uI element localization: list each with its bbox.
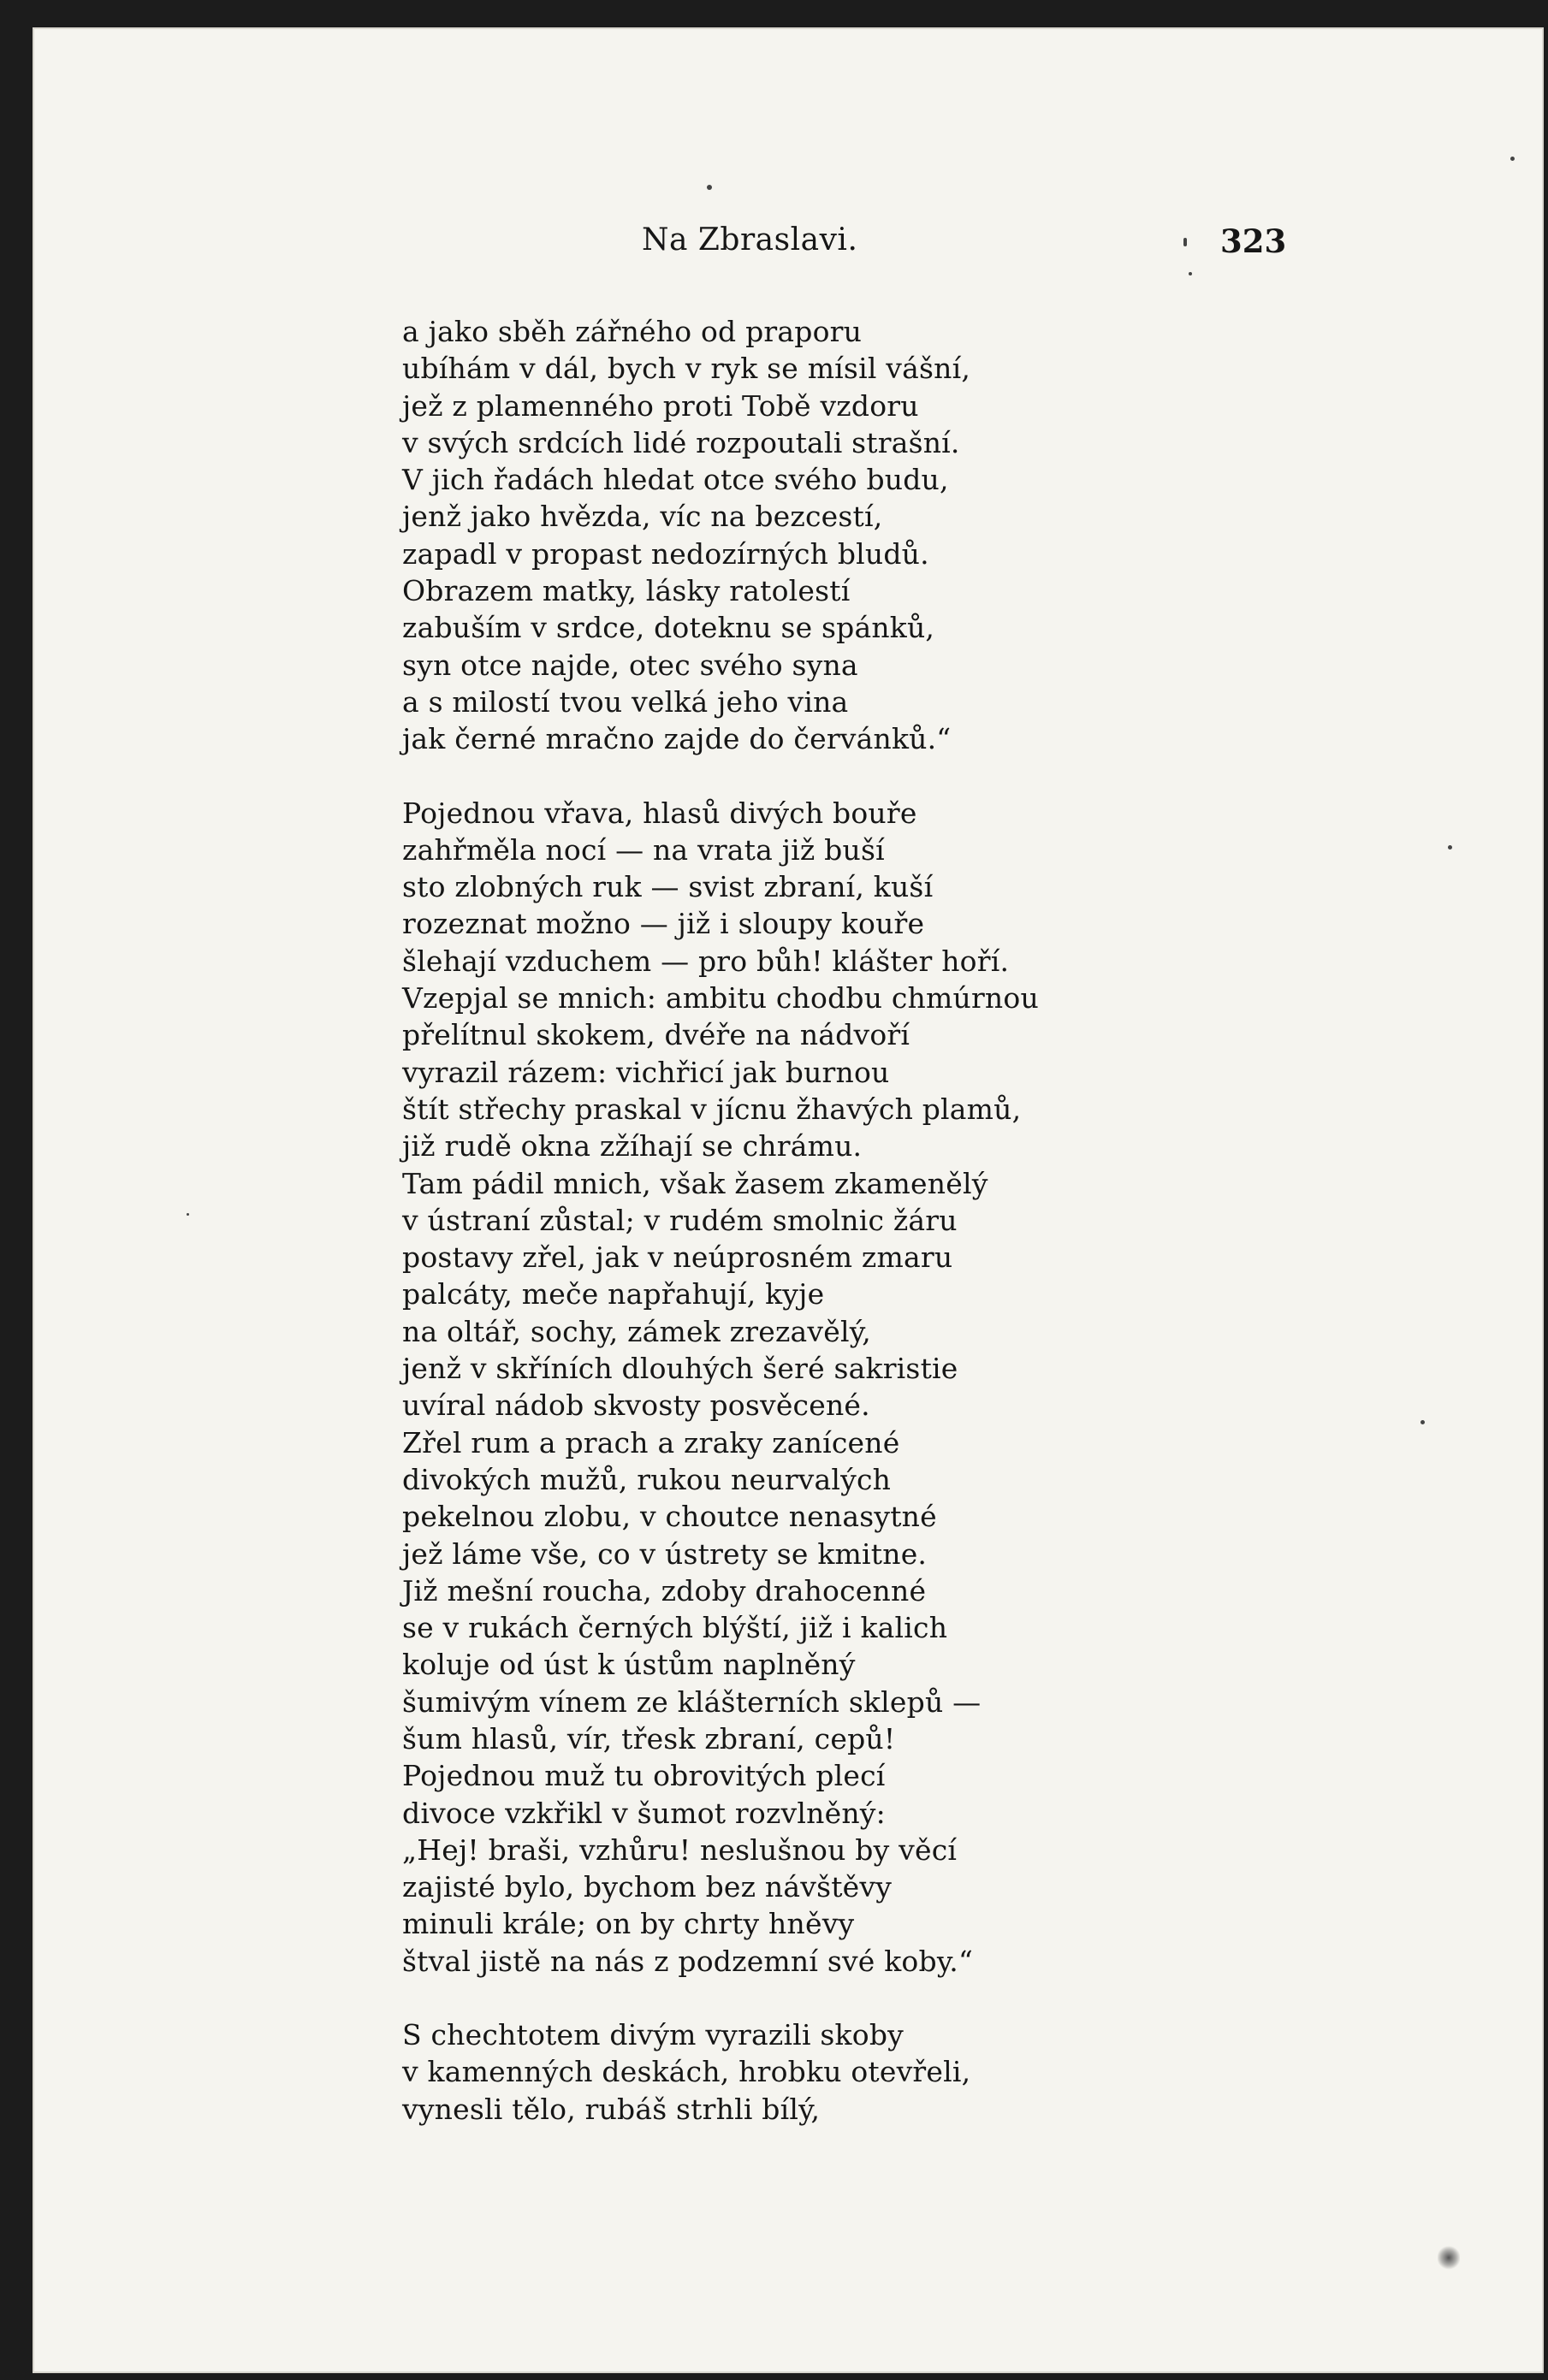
speck (1448, 845, 1452, 850)
stanza (402, 313, 1301, 758)
verse-line: zabuším v srdce, doteknu se spánků, (402, 611, 935, 645)
verse-line: uvíral nádob skvosty posvěcené. (402, 1388, 870, 1423)
verse-line: zajisté bylo, bychom bez návštěvy (402, 1870, 893, 1904)
page-number: 323 (1220, 222, 1287, 260)
verse-line: jak černé mračno zajde do červánků.“ (402, 722, 952, 756)
verse-line: divokých mužů, rukou neurvalých (402, 1462, 892, 1496)
verse-line: se v rukách černých blýští, již i kalich (402, 1611, 948, 1645)
stanza (402, 2016, 1301, 2128)
verse-line: šumivým vínem ze klášterních sklepů — (402, 1684, 982, 1719)
book-page (33, 27, 1544, 2373)
verse-line: jenž v skříních dlouhých šeré sakristie (402, 1352, 958, 1386)
verse-line: koluje od úst k ústům naplněný (402, 1648, 856, 1682)
verse-line: Obrazem matky, lásky ratolestí (402, 574, 851, 608)
poem-text (402, 313, 1301, 2164)
verse-line: a s milostí tvou velká jeho vina (402, 684, 849, 719)
verse-line: již rudě okna zžíhají se chrámu. (402, 1129, 863, 1163)
speck (707, 185, 712, 190)
verse-line: zapadl v propast nedozírných bludů. (402, 536, 929, 571)
verse-line: vyrazil rázem: vichřicí jak burnou (402, 1055, 890, 1089)
verse-line: Již mešní roucha, zdoby drahocenné (402, 1573, 927, 1607)
verse-line: v kamenných deskách, hrobku otevřeli, (402, 2055, 971, 2089)
verse-line: ubíhám v dál, bych v ryk se mísil vášní, (402, 352, 971, 386)
verse-line: rozeznat možno — již i sloupy kouře (402, 907, 925, 941)
verse-line: „Hej! braši, vzhůru! neslušnou by věcí (402, 1832, 958, 1867)
verse-line: jež láme vše, co v ústrety se kmitne. (402, 1536, 928, 1571)
verse-line: postavy zřel, jak v neúprosném zmaru (402, 1240, 953, 1275)
verse-line: štval jistě na nás z podzemní své koby.“ (402, 1944, 974, 1978)
speck (1510, 157, 1515, 161)
verse-line: V jich řadách hledat otce svého budu, (402, 463, 949, 497)
ink-smudge (1438, 2245, 1460, 2270)
verse-line: Vzepjal se mnich: ambitu chodbu chmúrnou (402, 981, 1039, 1015)
verse-line: Pojednou vřava, hlasů divých bouře (402, 796, 917, 830)
verse-line: šum hlasů, vír, třesk zbraní, cepů! (402, 1721, 896, 1755)
verse-line: divoce vzkřikl v šumot rozvlněný: (402, 1796, 886, 1830)
stanza (402, 795, 1301, 1980)
verse-line: na oltář, sochy, zámek zrezavělý, (402, 1314, 871, 1348)
page-header (33, 222, 1544, 274)
verse-line: jež z plamenného proti Tobě vzdoru (402, 388, 919, 423)
verse-line: jenž jako hvězda, víc na bezcestí, (402, 500, 883, 534)
verse-line: v svých srdcích lidé rozpoutali strašní. (402, 425, 960, 459)
verse-line: v ústraní zůstal; v rudém smolnic žáru (402, 1203, 958, 1237)
verse-line: syn otce najde, otec svého syna (402, 648, 858, 682)
running-title: Na Zbraslavi. (642, 222, 858, 258)
verse-line: Zřel rum a prach a zraky zanícené (402, 1425, 900, 1459)
verse-line: S chechtotem divým vyrazili skoby (402, 2018, 904, 2052)
verse-line: minuli krále; on by chrty hněvy (402, 1907, 855, 1941)
speck (1189, 272, 1192, 275)
verse-line: přelítnul skokem, dvéře na nádvoří (402, 1018, 910, 1052)
verse-line: sto zlobných ruk — svist zbraní, kuší (402, 870, 934, 904)
speck (187, 1213, 189, 1216)
speck (1183, 238, 1187, 246)
verse-line: pekelnou zlobu, v choutce nenasytné (402, 1500, 937, 1534)
verse-line: a jako sběh zářného od praporu (402, 315, 863, 348)
verse-line: zahřměla nocí — na vrata již buší (402, 832, 885, 867)
verse-line: štít střechy praskal v jícnu žhavých plamů, (402, 1092, 1022, 1126)
verse-line: vynesli tělo, rubáš strhli bílý, (402, 2092, 821, 2126)
speck (1420, 1420, 1425, 1424)
verse-line: palcáty, meče napřahují, kyje (402, 1277, 825, 1311)
verse-line: šlehají vzduchem — pro bůh! klášter hoří. (402, 944, 1010, 978)
verse-line: Tam pádil mnich, však žasem zkamenělý (402, 1166, 988, 1200)
verse-line: Pojednou muž tu obrovitých plecí (402, 1759, 886, 1793)
